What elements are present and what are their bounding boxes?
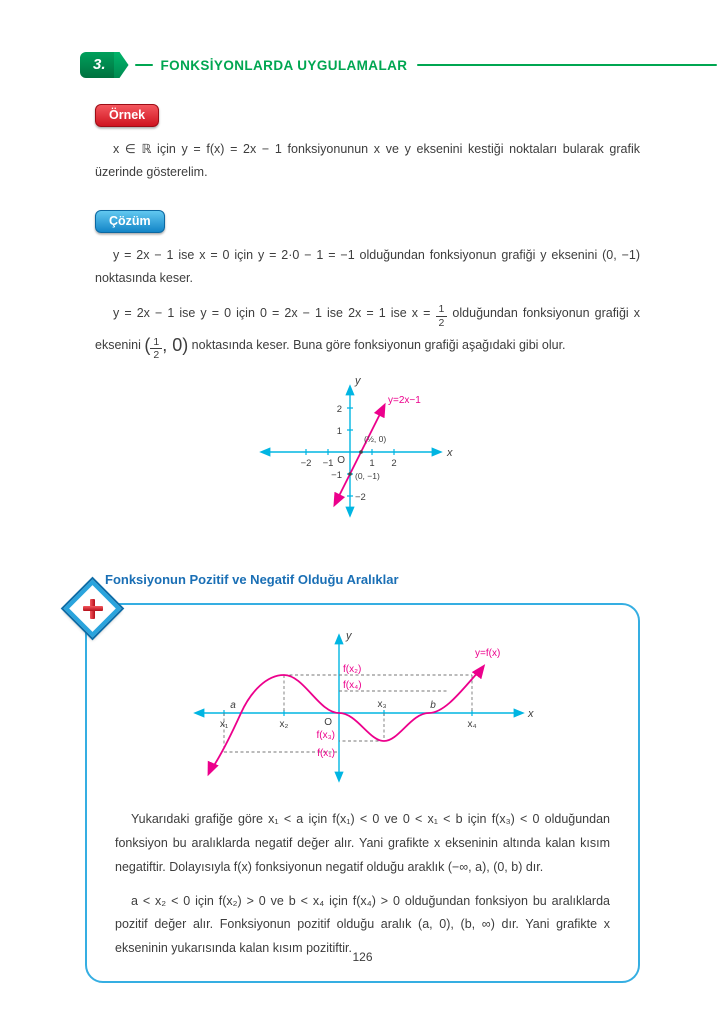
info-box xyxy=(85,603,640,983)
section-number-badge: 3. xyxy=(80,52,116,78)
plus-icon xyxy=(83,599,103,619)
section-heading: Fonksiyonun Pozitif ve Negatif Olduğu Aralıklar xyxy=(105,572,399,588)
line-graph-container xyxy=(0,370,725,530)
ytick-label-2: 2 xyxy=(336,404,342,416)
example-badge: Örnek xyxy=(95,104,159,127)
tick-label-2: 2 xyxy=(390,458,397,470)
tick-label-1: 1 xyxy=(368,458,375,470)
function-label: y=2x−1 xyxy=(387,395,421,407)
fx2-label: f(x₂) xyxy=(342,664,361,676)
origin-label: O xyxy=(336,455,345,467)
paren-close: , 0) xyxy=(162,335,189,356)
y-axis-label: y xyxy=(354,375,360,388)
curve-arrow-right xyxy=(477,667,483,675)
a-label: a xyxy=(229,700,236,712)
page-number: 126 xyxy=(352,950,373,964)
fraction-numerator: 1 xyxy=(436,303,448,317)
fx3-label: f(x₃) xyxy=(315,730,335,742)
ytick-label-1: 1 xyxy=(336,426,342,438)
fx1-label: f(x₁) xyxy=(316,748,335,760)
x3-label: x₃ xyxy=(376,699,387,711)
y-axis-label: y xyxy=(345,630,351,643)
tick-label-minus1: −1 xyxy=(322,458,333,470)
x2-label: x₂ xyxy=(279,719,288,731)
example-text: x ∈ ℝ için y = f(x) = 2x − 1 fonksiyonunun x ve y eksenini kestiği noktaları bularak grafik üzerinde gösterelim. xyxy=(95,142,640,180)
ytick-label-minus1: −1 xyxy=(330,470,342,482)
fraction-numerator: 1 xyxy=(150,336,162,350)
fraction-denominator: 2 xyxy=(438,316,445,329)
curve-label: y=f(x) xyxy=(474,648,500,660)
x-axis-label: x xyxy=(446,447,452,460)
header-rule-right xyxy=(417,64,717,67)
page-title: FONKSİYONLARDA UYGULAMALAR xyxy=(160,57,408,73)
x-intercept-label: (½, 0) xyxy=(363,434,386,445)
x-axis-label: x xyxy=(527,708,533,721)
fraction-one-half xyxy=(436,303,448,329)
solution-paragraph-2 xyxy=(95,302,640,363)
cubic-graph-container xyxy=(113,623,612,798)
fraction-denominator: 2 xyxy=(153,349,160,362)
header-rule-left xyxy=(135,64,153,67)
solution-p2-pre: y = 2x − 1 ise y = 0 için 0 = 2x − 1 ise 2x = 1 ise x = xyxy=(113,305,436,320)
line-graph xyxy=(238,370,488,525)
y-intercept-dot xyxy=(348,473,352,477)
solution-p2-post: noktasında keser. Buna göre fonksiyonun grafiği aşağıdaki gibi olur. xyxy=(188,338,566,353)
function-line-arrow-bottom xyxy=(335,500,337,504)
x-intercept-dot xyxy=(359,451,363,455)
intervals-paragraph-1: Yukarıdaki grafiğe göre x₁ < a için f(x₁) < 0 ve 0 < x₁ < b için f(x₃) < 0 olduğundan fonksiyon bu aralıklarda negatif değer alır. Yani grafikte x ekseninin altında kalan kısım negatiftir. Dolayısıyla f(x) fonksiyonun negatif olduğu araklık (−∞, a), (0, b) dır. xyxy=(115,812,610,874)
paren-open: ( xyxy=(144,335,151,356)
solution-badge: Çözüm xyxy=(95,210,165,233)
chevron-right-icon xyxy=(114,52,129,78)
ytick-label-minus2: −2 xyxy=(354,492,366,504)
b-label: b xyxy=(429,700,436,712)
tick-label-minus2: −2 xyxy=(300,458,311,470)
function-line-arrow-top xyxy=(382,406,384,410)
solution-p2-mid: olduğundan fonksiyonun grafiği x eksenini xyxy=(95,305,641,353)
x4-label: x₄ xyxy=(466,719,477,731)
x1-label: x₁ xyxy=(219,719,228,731)
page-header xyxy=(80,52,717,78)
y-intercept-label: (0, −1) xyxy=(354,471,380,482)
solution-paragraph-1: y = 2x − 1 ise x = 0 için y = 2·0 − 1 = −1 olduğundan fonksiyonun grafiği y eksenini (0, −1) noktasında keser. xyxy=(95,248,640,286)
fx4-label: f(x₄) xyxy=(342,680,362,692)
origin-label: O xyxy=(323,717,332,729)
cubic-graph xyxy=(179,623,547,793)
intervals-paragraph-2: a < x₂ < 0 için f(x₂) > 0 ve b < x₄ için f(x₄) > 0 olduğundan fonksiyon bu aralıklarda pozitif değer alır. Fonksiyonun pozitif olduğu aralık (a, 0), (b, ∞) dır. Yani grafikte x ekseninin yukarısında kalan kısım pozitiftir. xyxy=(115,893,610,956)
fraction-one-half-2 xyxy=(150,336,162,362)
